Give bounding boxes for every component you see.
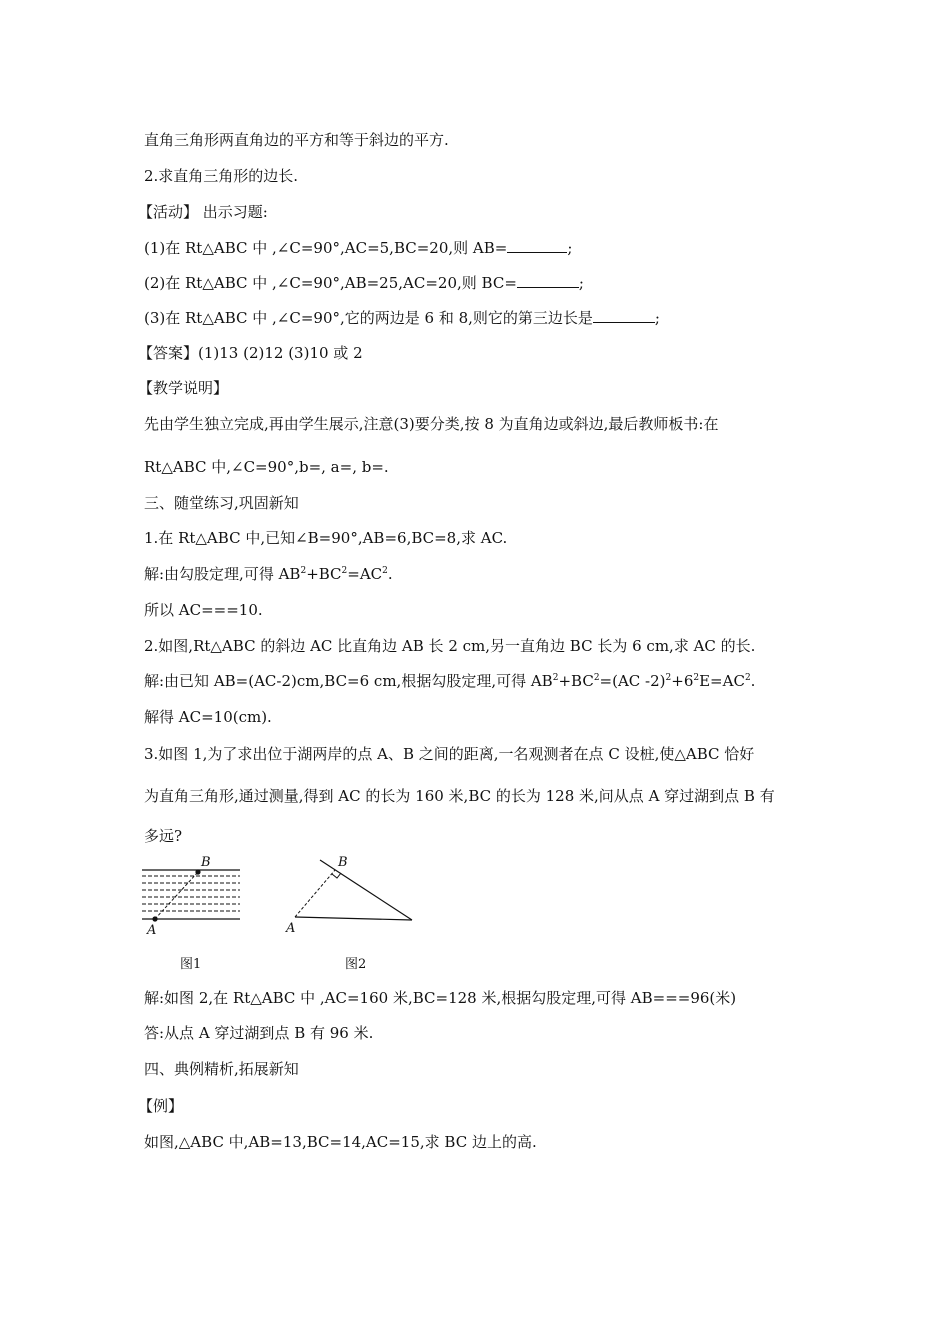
punct: ; <box>654 309 660 327</box>
punct: ; <box>578 274 584 292</box>
problem-2: 2.如图,Rt△ABC 的斜边 AC 比直角边 AB 长 2 cm,另一直角边 BC 长为 6 cm,求 AC 的长. <box>144 637 756 655</box>
point-a <box>152 916 157 921</box>
problem-3-cont: 多远? <box>144 827 183 845</box>
teaching-note-heading: 【教学说明】 <box>138 379 229 397</box>
text-line: Rt△ABC 中,∠C=90°,b=, a=, b=. <box>144 458 389 476</box>
solution-2 <box>144 671 755 691</box>
example-heading: 【例】 <box>138 1097 184 1115</box>
text-line: 所以 AC===10. <box>144 601 263 619</box>
activity-heading: 【活动】 出示习题: <box>138 203 268 221</box>
figure-2-triangle <box>280 852 420 942</box>
text-part: E=AC <box>699 672 745 690</box>
exercise-3 <box>144 307 660 328</box>
superscript: 2 <box>382 566 388 576</box>
superscript: 2 <box>593 673 600 683</box>
exercise-1 <box>144 237 572 258</box>
problem-3: 3.如图 1,为了求出位于湖两岸的点 A、B 之间的距离,一名观测者在点 C 设桩,使△ABC 恰好 <box>144 745 755 763</box>
exercise-2 <box>144 272 584 293</box>
figure-2-caption: 图2 <box>345 957 367 972</box>
label-a: A <box>147 923 157 938</box>
section-heading: 三、随堂练习,巩固新知 <box>144 494 299 512</box>
text-part: 解:由已知 AB=(AC-2)cm,BC=6 cm,根据勾股定理,可得 AB <box>144 672 553 690</box>
label-a: A <box>286 921 296 936</box>
answer-3: 答:从点 A 穿过湖到点 B 有 96 米. <box>144 1024 374 1042</box>
superscript: 2 <box>693 673 700 683</box>
superscript: 2 <box>744 673 751 683</box>
point-b <box>195 869 200 874</box>
exercise-3-text: (3)在 Rt△ABC 中 ,∠C=90°,它的两边是 6 和 8,则它的第三边长是 <box>144 309 593 327</box>
text-part: =(AC -2) <box>599 672 666 690</box>
label-b: B <box>338 855 348 870</box>
figure-1-caption: 图1 <box>180 957 202 972</box>
text-line: 2.求直角三角形的边长. <box>144 167 299 185</box>
text-line: 解得 AC=10(cm). <box>144 708 272 726</box>
exercise-1-text: (1)在 Rt△ABC 中 ,∠C=90°,AC=5,BC=20,则 AB= <box>144 239 508 257</box>
exercise-2-text: (2)在 Rt△ABC 中 ,∠C=90°,AB=25,AC=20,则 BC= <box>144 274 517 292</box>
solution-3: 解:如图 2,在 Rt△ABC 中 ,AC=160 米,BC=128 米,根据勾股定理,可得 AB===96(米) <box>144 989 737 1007</box>
superscript: 2 <box>300 566 307 576</box>
text-part: . <box>387 565 393 583</box>
problem-1: 1.在 Rt△ABC 中,已知∠B=90°,AB=6,BC=8,求 AC. <box>144 529 508 547</box>
text-part: 解:由勾股定理,可得 AB <box>144 565 301 583</box>
punct: ; <box>567 239 573 257</box>
text-part: =AC <box>347 565 383 583</box>
superscript: 2 <box>552 673 559 683</box>
problem-3-cont: 为直角三角形,通过测量,得到 AC 的长为 160 米,BC 的长为 128 米,问从点 A 穿过湖到点 B 有 <box>144 787 775 805</box>
text-line: 先由学生独立完成,再由学生展示,注意(3)要分类,按 8 为直角边或斜边,最后教师板书:在 <box>144 415 719 433</box>
section-heading: 四、典例精析,拓展新知 <box>144 1060 299 1078</box>
right-angle-mark <box>332 873 341 878</box>
figure-1-lake <box>140 852 250 942</box>
text-part: +BC <box>306 565 342 583</box>
superscript: 2 <box>341 566 348 576</box>
text-part: +BC <box>558 672 594 690</box>
answer-blank <box>517 272 579 288</box>
solution-1 <box>144 564 393 584</box>
label-b: B <box>201 855 211 870</box>
answer-blank <box>507 237 567 253</box>
text-part: . <box>750 672 756 690</box>
answer-blank <box>593 307 655 323</box>
answer-line: 【答案】(1)13 (2)12 (3)10 或 2 <box>138 344 363 362</box>
superscript: 2 <box>665 673 672 683</box>
example-problem: 如图,△ABC 中,AB=13,BC=14,AC=15,求 BC 边上的高. <box>144 1133 537 1151</box>
text-part: +6 <box>671 672 694 690</box>
text-line: 直角三角形两直角边的平方和等于斜边的平方. <box>144 131 449 149</box>
